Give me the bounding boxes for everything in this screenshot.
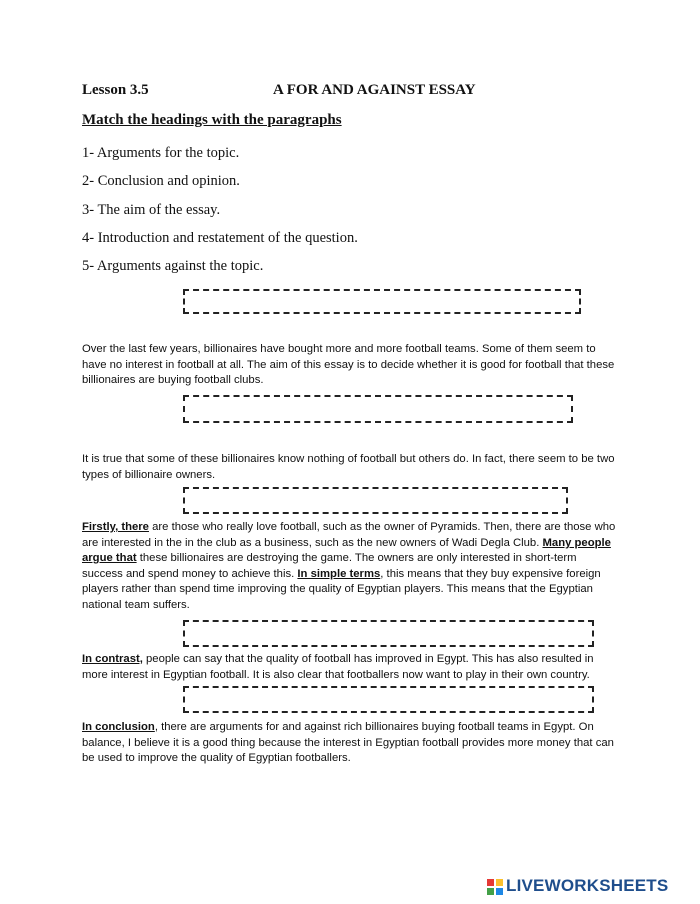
key-phrase: In contrast, <box>82 653 143 665</box>
heading-option-1: 1- Arguments for the topic. <box>82 145 240 161</box>
paragraph-1: Over the last few years, billionaires have bought more and more football teams. Some of them seem to have no interest in football at all. The aim of this essay is to decide whether it is good for football that these billionaires are buying football clubs. <box>82 343 615 387</box>
key-phrase: In conclusion <box>82 721 155 733</box>
paragraph-4: In contrast, people can say that the quality of football has improved in Egypt. This has also resulted in more interest in Egyptian football. It is also clear that footballers now want to play in their own country. <box>82 653 594 681</box>
page-title: A FOR AND AGAINST ESSAY <box>273 82 476 98</box>
liveworksheets-logo-icon <box>487 879 503 895</box>
heading-option-5: 5- Arguments against the topic. <box>82 258 264 274</box>
paragraph-5: In conclusion, there are arguments for and against rich billionaires buying football teams in Egypt. On balance, I believe it is a good thing because the interest in Egyptian football provides more money that can be used to improve the quality of Egyptian footballers. <box>82 721 614 765</box>
answer-box-4[interactable] <box>183 620 594 647</box>
answer-box-1[interactable] <box>183 289 581 314</box>
key-phrase: In simple terms <box>297 567 381 580</box>
paragraph-2: It is true that some of these billionaires know nothing of football but others do. In fact, there seem to be two types of billionaire owners. <box>82 453 615 481</box>
brand-footer <box>487 876 693 898</box>
heading-option-2: 2- Conclusion and opinion. <box>82 173 240 189</box>
lesson-number: Lesson 3.5 <box>82 82 149 98</box>
instruction: Match the headings with the paragraphs <box>82 112 342 128</box>
answer-box-2[interactable] <box>183 395 573 423</box>
brand-name: LIVEWORKSHEETS <box>506 876 669 895</box>
paragraph-3: Firstly, there are those who really love football, such as the owner of Pyramids. Then, there are those who are interested in the in the club as a business, such as the new owners of Wadi Degla Club. Many people argue that these billionaires are destroying the game. The owners are only interested in short-term success and spend money to achieve this. In simple terms, this means that they buy expensive foreign players rather than spend time improving the quality of Egyptian players. This means that the Egyptian national team suffers. <box>82 521 616 611</box>
key-phrase: Firstly, there <box>82 521 149 533</box>
heading-option-3: 3- The aim of the essay. <box>82 202 221 218</box>
heading-option-4: 4- Introduction and restatement of the question. <box>82 230 358 246</box>
answer-box-3[interactable] <box>183 487 568 514</box>
answer-box-5[interactable] <box>183 686 594 713</box>
header <box>82 82 642 104</box>
key-phrase: Many people argue that <box>82 536 611 565</box>
